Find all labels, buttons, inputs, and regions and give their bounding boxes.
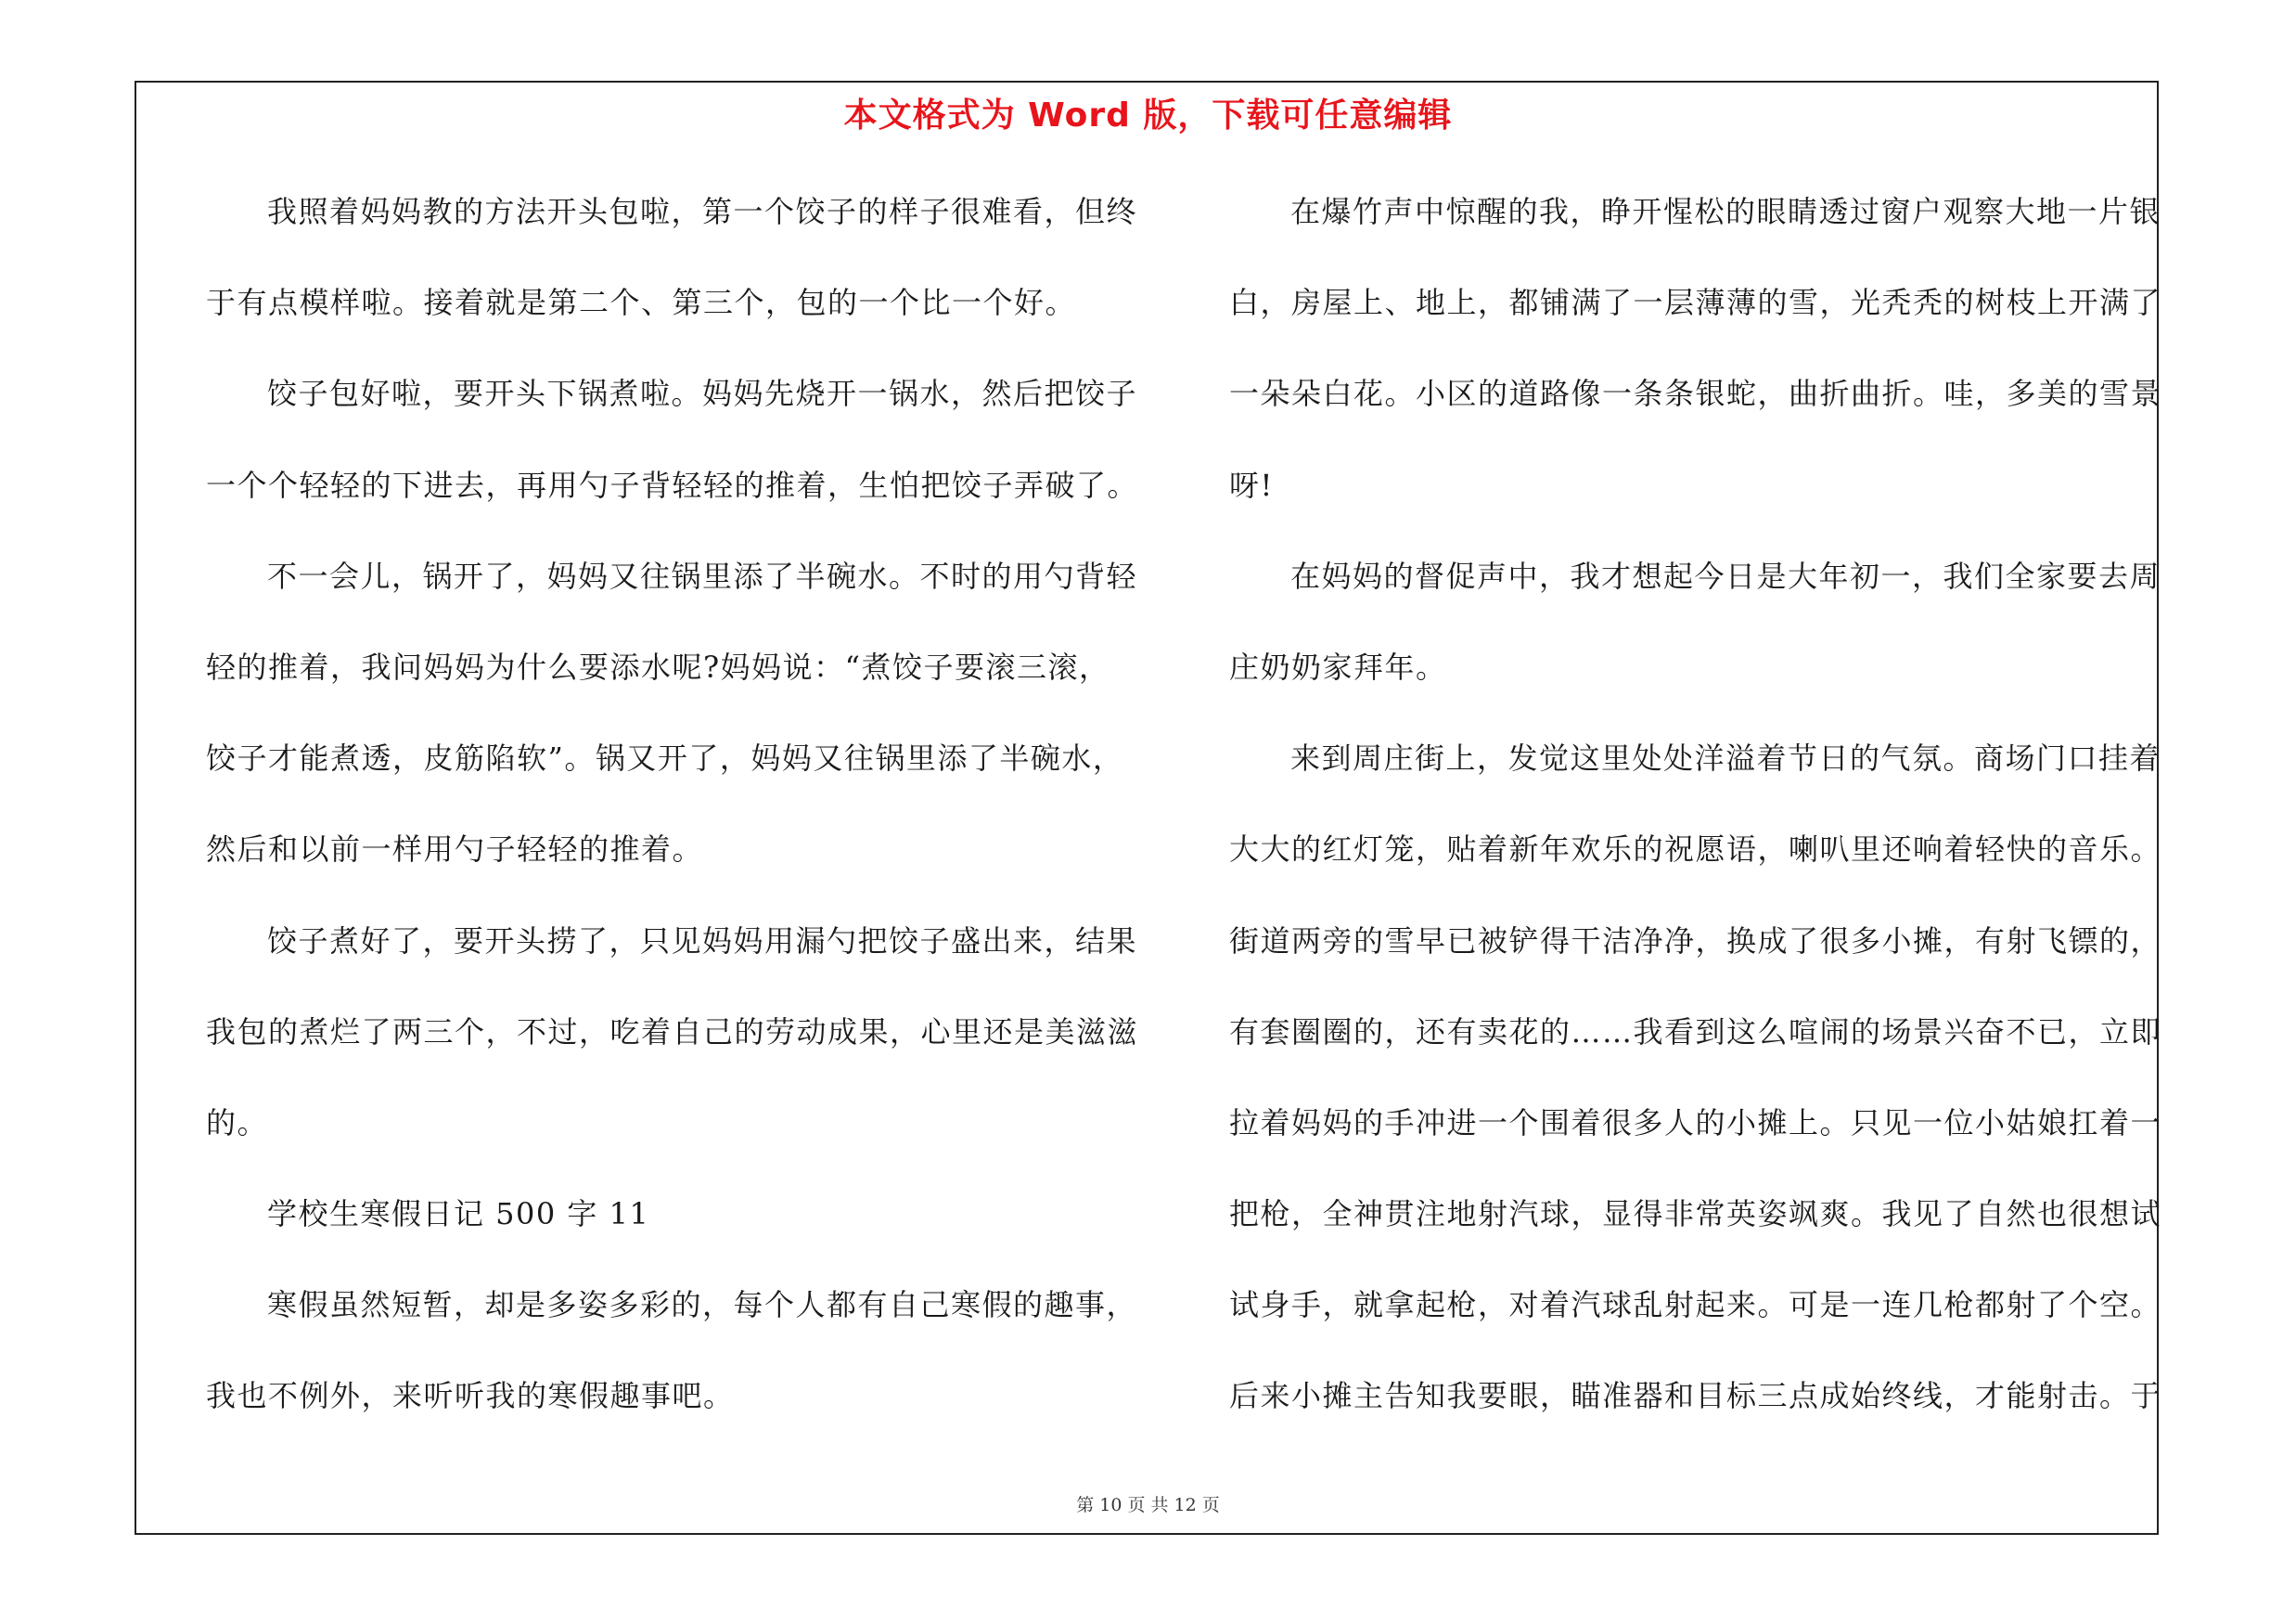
text-line: 寒假虽然短暂，却是多姿多彩的，每个人都有自己寒假的趣事， [267,1287,1138,1323]
text-line: 庄奶奶家拜年。 [1229,649,1447,685]
text-line: 有套圈圈的，还有卖花的……我看到这么喧闹的场景兴奋不已，立即 [1229,1013,2162,1050]
text-line: 饺子包好啦，要开头下锅煮啦。妈妈先烧开一锅水，然后把饺子 [267,376,1138,412]
text-line: 饺子煮好了，要开头捞了，只见妈妈用漏勺把饺子盛出来，结果 [267,922,1138,959]
text-line: 拉着妈妈的手冲进一个围着很多人的小摊上。只见一位小姑娘扛着一 [1229,1104,2162,1140]
text-line: 我也不例外，来听听我的寒假趣事吧。 [206,1378,735,1414]
text-line: 一个个轻轻的下进去，再用勺子背轻轻的推着，生怕把饺子弄破了。 [206,467,1139,503]
text-line: 的。 [206,1104,269,1140]
text-line: 来到周庄街上，发觉这里处处洋溢着节日的气氛。商场门口挂着 [1290,741,2161,777]
text-line: 白，房屋上、地上，都铺满了一层薄薄的雪，光秃秃的树枝上开满了 [1229,285,2162,321]
left-column [206,181,1139,1457]
text-line: 轻的推着，我问妈妈为什么要添水呢?妈妈说：“煮饺子要滚三滚， [206,649,1110,685]
text-line: 后来小摊主告知我要眼，瞄准器和目标三点成始终线，才能射击。于 [1229,1378,2162,1414]
text-line: 学校生寒假日记 500 字 11 [267,1196,650,1232]
text-line: 饺子才能煮透，皮筋陷软”。锅又开了，妈妈又往锅里添了半碗水， [206,741,1124,777]
text-line: 把枪，全神贯注地射汽球，显得非常英姿飒爽。我见了自然也很想试 [1229,1196,2162,1232]
text-line: 街道两旁的雪早已被铲得干洁净净，换成了很多小摊，有射飞镖的， [1229,922,2162,959]
text-line: 我包的煮烂了两三个，不过，吃着自己的劳动成果，心里还是美滋滋 [206,1013,1139,1050]
text-line: 我照着妈妈教的方法开头包啦，第一个饺子的样子很难看，但终 [267,194,1138,229]
format-banner: 本文格式为 Word 版，下载可任意编辑 [843,97,1453,135]
text-line: 不一会儿，锅开了，妈妈又往锅里添了半碗水。不时的用勺背轻 [267,558,1138,594]
text-line: 在爆竹声中惊醒的我，睁开惺松的眼睛透过窗户观察大地一片银 [1290,194,2161,229]
text-line: 然后和以前一样用勺子轻轻的推着。 [206,831,704,868]
text-line: 在妈妈的督促声中，我才想起今日是大年初一，我们全家要去周 [1290,558,2161,594]
text-line: 一朵朵白花。小区的道路像一条条银蛇，曲折曲折。哇，多美的雪景 [1229,376,2162,412]
text-line: 试身手，就拿起枪，对着汽球乱射起来。可是一连几枪都射了个空。 [1229,1287,2162,1323]
right-column [1229,181,2162,1457]
text-line: 大大的红灯笼，贴着新年欢乐的祝愿语，喇叭里还响着轻快的音乐。 [1229,831,2162,868]
text-line: 于有点模样啦。接着就是第二个、第三个，包的一个比一个好。 [206,285,1077,321]
page-number-footer: 第 10 页 共 12 页 [1076,1495,1220,1515]
text-line: 呀! [1229,467,1274,503]
